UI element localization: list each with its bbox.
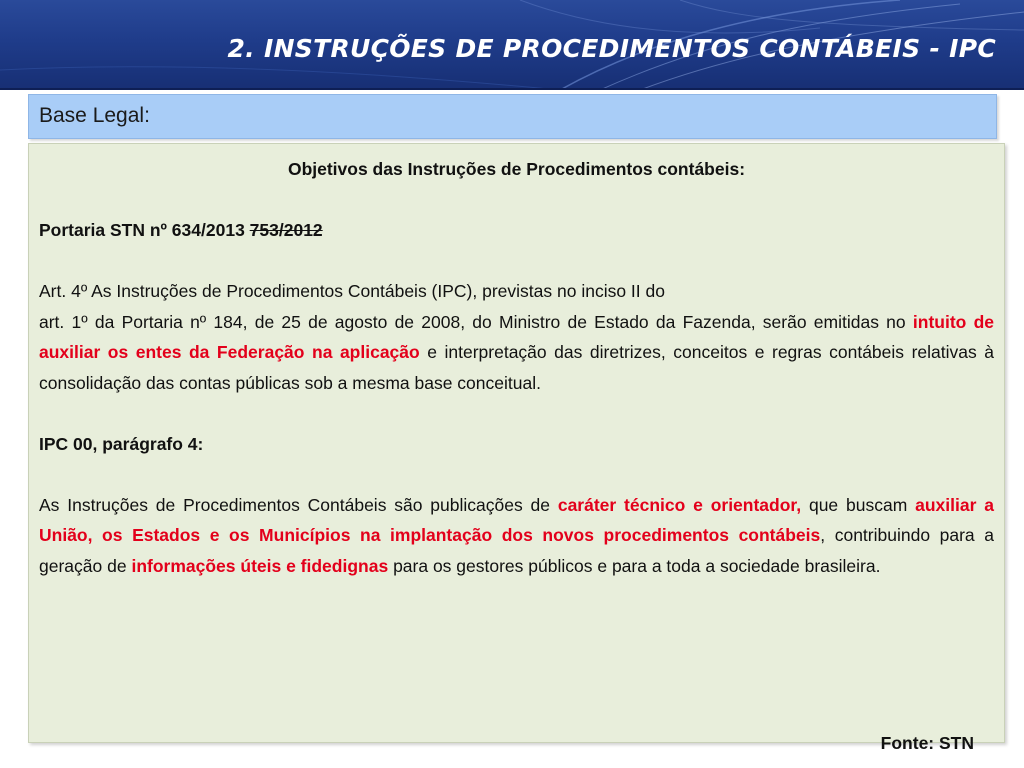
ipc-heading: IPC 00, parágrafo 4: <box>39 433 204 454</box>
portaria-label: Portaria STN nº 634/2013 <box>39 220 245 240</box>
content-heading: Objetivos das Instruções de Procedimentos contábeis: <box>287 159 746 179</box>
ipc-highlight-1: caráter técnico e orientador <box>557 494 797 515</box>
source-caption: Fonte: STN <box>880 733 974 753</box>
art4-first-line: Art. 4º As Instruções de Procedimentos Contábeis (IPC), previstas no inciso II do <box>39 281 665 301</box>
portaria-line <box>39 215 994 246</box>
art4-highlight: intuito de auxiliar os entes da Federação na aplicação <box>39 311 994 362</box>
ipc-highlight-3: informações úteis e fidedignas <box>131 555 389 576</box>
ipc-text-1: As Instruções de Procedimentos Contábeis são publicações de <box>39 494 551 515</box>
ipc-text-3: , contribuindo para a geração de <box>39 525 994 576</box>
ipc-paragraph <box>39 490 994 582</box>
portaria-struck: 753/2012 <box>249 220 323 240</box>
art4-text-1: art. 1º da Portaria nº 184, de 25 de agosto de 2008, do Ministro de Estado da Fazenda, serão emitidas no <box>39 311 906 332</box>
header-divider <box>0 88 1024 90</box>
content-panel <box>28 143 1005 743</box>
content-text <box>39 154 994 581</box>
header-banner <box>0 0 1024 90</box>
page-title: 2. INSTRUÇÕES DE PROCEDIMENTOS CONTÁBEIS - IPC <box>227 34 996 63</box>
ipc-highlight-2: auxiliar a União, os Estados e os Municípios na implantação dos novos procedimentos contábeis <box>39 494 994 545</box>
section-label: Base Legal: <box>39 104 150 127</box>
ipc-comma: , <box>796 494 802 515</box>
art4-paragraph <box>39 307 994 399</box>
ipc-text-4: para os gestores públicos e para a toda a sociedade brasileira. <box>393 555 881 576</box>
art4-text-2: e interpretação das diretrizes, conceitos e regras contábeis relativas à consolidação das contas públicas sob a mesma base conceitual. <box>39 342 994 393</box>
section-bar <box>28 94 997 139</box>
ipc-text-2: que buscam <box>808 494 908 515</box>
